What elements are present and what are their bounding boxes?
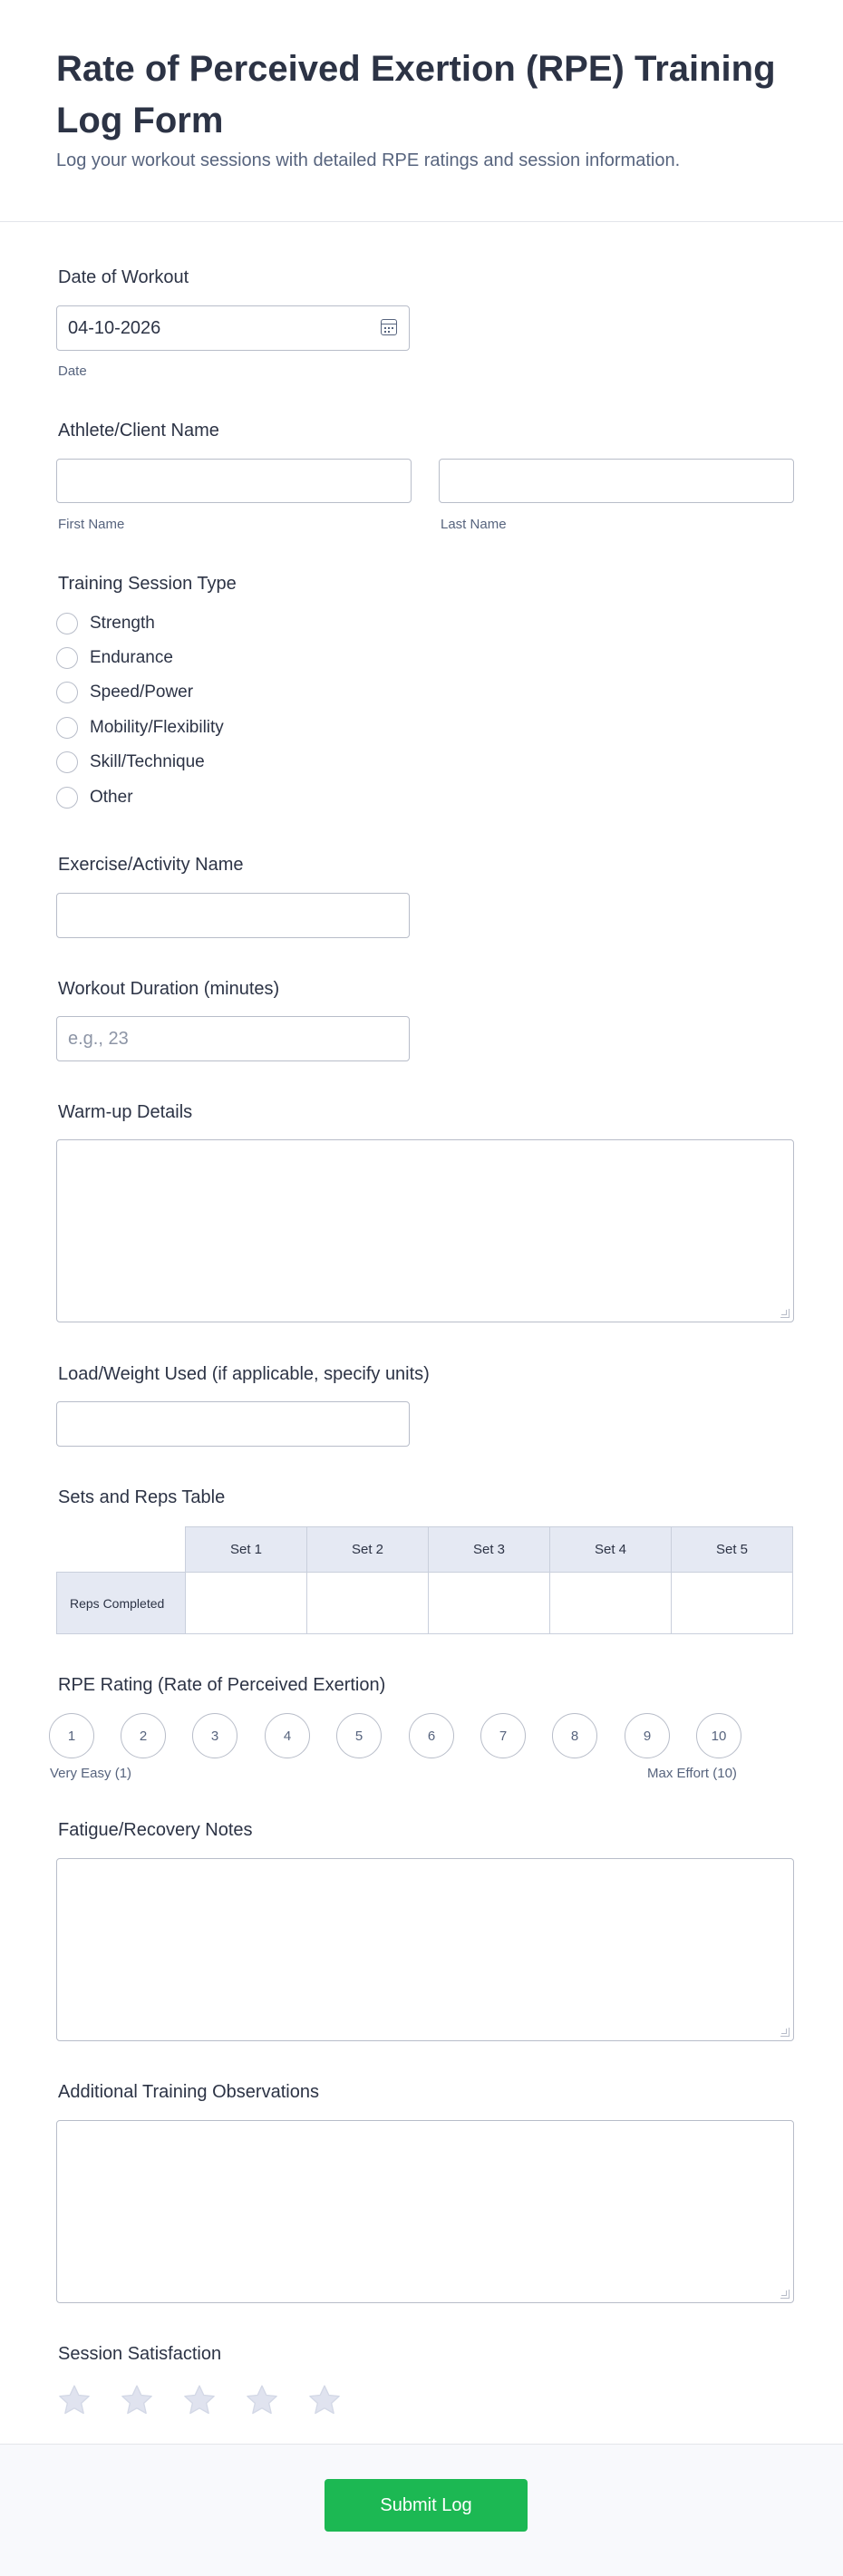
rpe-option-2[interactable]: 2 [121, 1713, 166, 1758]
session-type-option-speed-power[interactable] [56, 681, 193, 704]
table-column-header: Set 5 [672, 1527, 793, 1573]
rpe-option-9[interactable]: 9 [625, 1713, 670, 1758]
table-cell-set-5[interactable] [672, 1573, 793, 1634]
resize-handle-icon[interactable] [780, 2028, 790, 2037]
table-column-header: Set 4 [550, 1527, 672, 1573]
exercise-input[interactable] [56, 893, 410, 938]
table-column-header: Set 3 [429, 1527, 550, 1573]
radio-label: Speed/Power [90, 683, 194, 702]
form-header [0, 0, 843, 222]
radio-button[interactable] [56, 647, 78, 669]
radio-label: Endurance [90, 648, 173, 667]
radio-label: Skill/Technique [90, 752, 205, 771]
table-column-header: Set 1 [186, 1527, 307, 1573]
rpe-option-4[interactable]: 4 [265, 1713, 310, 1758]
star-icon[interactable] [56, 2382, 92, 2418]
star-icon[interactable] [181, 2382, 218, 2418]
session-type-option-mobility[interactable] [56, 716, 224, 740]
radio-button[interactable] [56, 751, 78, 773]
exercise-label: Exercise/Activity Name [58, 855, 244, 875]
satisfaction-label: Session Satisfaction [58, 2344, 222, 2364]
resize-handle-icon[interactable] [780, 1309, 790, 1318]
date-input[interactable]: 04-10-2026 [56, 305, 410, 351]
load-input[interactable] [56, 1401, 410, 1447]
duration-input[interactable] [56, 1016, 410, 1061]
star-icon[interactable] [306, 2382, 343, 2418]
session-type-label: Training Session Type [58, 574, 237, 594]
rpe-option-10[interactable]: 10 [696, 1713, 741, 1758]
last-name-input[interactable] [439, 459, 794, 503]
date-field[interactable] [56, 305, 410, 351]
first-name-sublabel: First Name [58, 517, 125, 532]
session-type-option-strength[interactable] [56, 612, 155, 635]
radio-label: Strength [90, 614, 155, 633]
table-cell-set-1[interactable] [186, 1573, 307, 1634]
star-icon[interactable] [119, 2382, 155, 2418]
rpe-option-7[interactable]: 7 [480, 1713, 526, 1758]
rpe-option-3[interactable]: 3 [192, 1713, 237, 1758]
table-corner [57, 1527, 186, 1573]
sets-table-label: Sets and Reps Table [58, 1487, 226, 1507]
rpe-max-label: Max Effort (10) [647, 1766, 737, 1781]
table-cell-set-3[interactable] [429, 1573, 550, 1634]
form-subtitle: Log your workout sessions with detailed RPE ratings and session information. [56, 150, 681, 170]
observations-label: Additional Training Observations [58, 2082, 319, 2102]
submit-button[interactable]: Submit Log [325, 2479, 528, 2532]
first-name-input[interactable] [56, 459, 412, 503]
table-row [57, 1573, 793, 1634]
sets-reps-table [56, 1526, 793, 1634]
radio-label: Other [90, 788, 133, 807]
radio-button[interactable] [56, 717, 78, 739]
last-name-sublabel: Last Name [441, 517, 507, 532]
form-footer [0, 2444, 843, 2576]
warmup-label: Warm-up Details [58, 1102, 193, 1122]
rpe-option-1[interactable]: 1 [49, 1713, 94, 1758]
warmup-textarea[interactable] [56, 1139, 794, 1322]
rpe-option-6[interactable]: 6 [409, 1713, 454, 1758]
load-label: Load/Weight Used (if applicable, specify units) [58, 1364, 430, 1384]
table-column-header: Set 2 [307, 1527, 429, 1573]
date-label: Date of Workout [58, 267, 189, 287]
date-sublabel: Date [58, 363, 87, 379]
session-type-option-endurance[interactable] [56, 646, 173, 670]
table-cell-set-4[interactable] [550, 1573, 672, 1634]
table-row-header: Reps Completed [57, 1573, 186, 1634]
rpe-option-5[interactable]: 5 [336, 1713, 382, 1758]
table-header-row [57, 1527, 793, 1573]
calendar-icon[interactable] [381, 319, 397, 335]
radio-label: Mobility/Flexibility [90, 718, 224, 737]
rpe-min-label: Very Easy (1) [50, 1766, 132, 1781]
star-icon[interactable] [244, 2382, 280, 2418]
session-type-option-other[interactable] [56, 786, 133, 809]
observations-textarea[interactable] [56, 2120, 794, 2303]
fatigue-textarea[interactable] [56, 1858, 794, 2041]
rpe-option-8[interactable]: 8 [552, 1713, 597, 1758]
resize-handle-icon[interactable] [780, 2290, 790, 2299]
fatigue-label: Fatigue/Recovery Notes [58, 1820, 253, 1840]
radio-button[interactable] [56, 787, 78, 809]
session-type-option-skill[interactable] [56, 751, 205, 774]
form-title: Rate of Perceived Exertion (RPE) Training Log Form [56, 49, 776, 140]
table-cell-set-2[interactable] [307, 1573, 429, 1634]
radio-button[interactable] [56, 613, 78, 634]
athlete-name-label: Athlete/Client Name [58, 421, 219, 441]
radio-button[interactable] [56, 682, 78, 703]
rpe-label: RPE Rating (Rate of Perceived Exertion) [58, 1675, 386, 1695]
duration-label: Workout Duration (minutes) [58, 979, 280, 999]
